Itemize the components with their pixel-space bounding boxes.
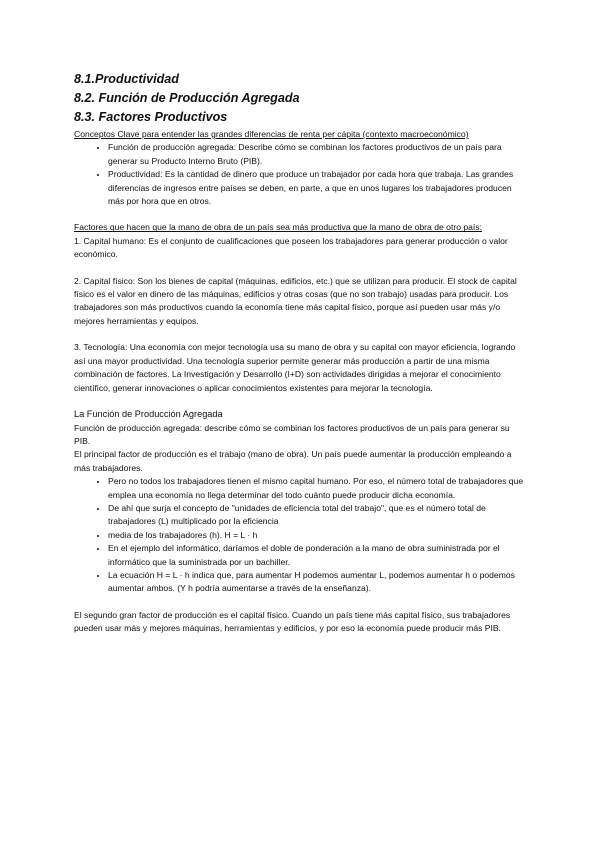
factor-capital-humano: 1. Capital humano: Es el conjunto de cualificaciones que poseen los trabajadores para generar producción o valor económico. [74, 235, 508, 260]
list-item: • La ecuación H = L · h indica que, para aumentar H podemos aumentar L, podemos aumentar h o podemos aumentar ambos. (Y h podría aumentarse a través de la enseñanza). [108, 569, 526, 596]
factor-capital-fisico: 2. Capital físico: Son los bienes de capital (máquinas, edificios, etc.) que se utilizan para producir. El stock de capital físico es el valor en dinero de las máquinas, edificios y otras cosas (que no son trabajo) usadas para producir. Los trabajadores son más productivos cuando la economía tiene más capital físico, porque así pueden usar más y/o mejores herramientas y equipos. [74, 275, 517, 326]
list-item: • En el ejemplo del informático, daríamos el doble de ponderación a la mano de obra suministrada por el informático que la suministrada por un bachiller. [108, 542, 526, 569]
factor-tecnologia: 3. Tecnología: Una economía con mejor tecnología usa su mano de obra y su capital con mayor eficiencia, logrando así una mayor productividad. Una tecnología superior permite generar más producción a partir de una misma combinación de factores. La Investigación y Desarrollo (I+D) son actividades dirigidas a mejorar el conocimiento científico, generar innovaciones o aplicar conocimientos existentes para mejorar la tecnología. [74, 342, 516, 393]
heading-factores-productivos: 8.3. Factores Productivos [74, 110, 228, 124]
concepts-list [74, 141, 526, 208]
concepts-title: Conceptos Clave para entender las grandes diferencias de renta per cápita (contexto macroeconómico) [74, 129, 469, 139]
list-item: • media de los trabajadores (h). H = L · h [108, 529, 526, 542]
list-item: • Pero no todos los trabajadores tienen el mismo capital humano. Por eso, el número total de trabajadores que emplea una economía no llega determinar del todo cuánto puede producir dicha economía. [108, 475, 526, 502]
production-paragraph-1: Función de producción agregada: describe cómo se combinan los factores productivos de un país para generar su PIB. [74, 422, 510, 446]
production-paragraph-3: El segundo gran factor de producción es el capital físico. Cuando un país tiene más capital físico, sus trabajadores pueden usar más y mejores máquinas, herramientas y edificios, y por eso la economía puede producir más PIB. [74, 609, 511, 634]
production-paragraph-2: El principal factor de producción es el trabajo (mano de obra). Un país puede aumentar la producción empleando a más trabajadores. [74, 449, 512, 473]
heading-funcion-produccion: 8.2. Función de Producción Agregada [74, 91, 300, 105]
factors-title: Factores que hacen que la mano de obra de un país sea más productiva que la mano de obra de otro país: [74, 222, 482, 233]
list-item: • Productividad: Es la cantidad de dinero que produce un trabajador por cada hora que trabaja. Las grandes diferencias de ingresos entre países se deben, en parte, a que en unos lugares los trabajadores producen más por hora que en otros. [108, 168, 526, 208]
list-item: • De ahí que surja el concepto de "unidades de eficiencia total del trabajo", que es el número total de trabajadores (L) multiplicado por la eficiencia [108, 502, 526, 529]
production-title: La Función de Producción Agregada [74, 408, 223, 419]
production-list [74, 475, 526, 596]
list-item: • Función de producción agregada: Describe cómo se combinan los factores productivos de un país para generar su Producto Interno Bruto (PIB). [108, 141, 526, 168]
heading-productividad: 8.1.Productividad [74, 72, 179, 86]
document-page [74, 70, 526, 636]
